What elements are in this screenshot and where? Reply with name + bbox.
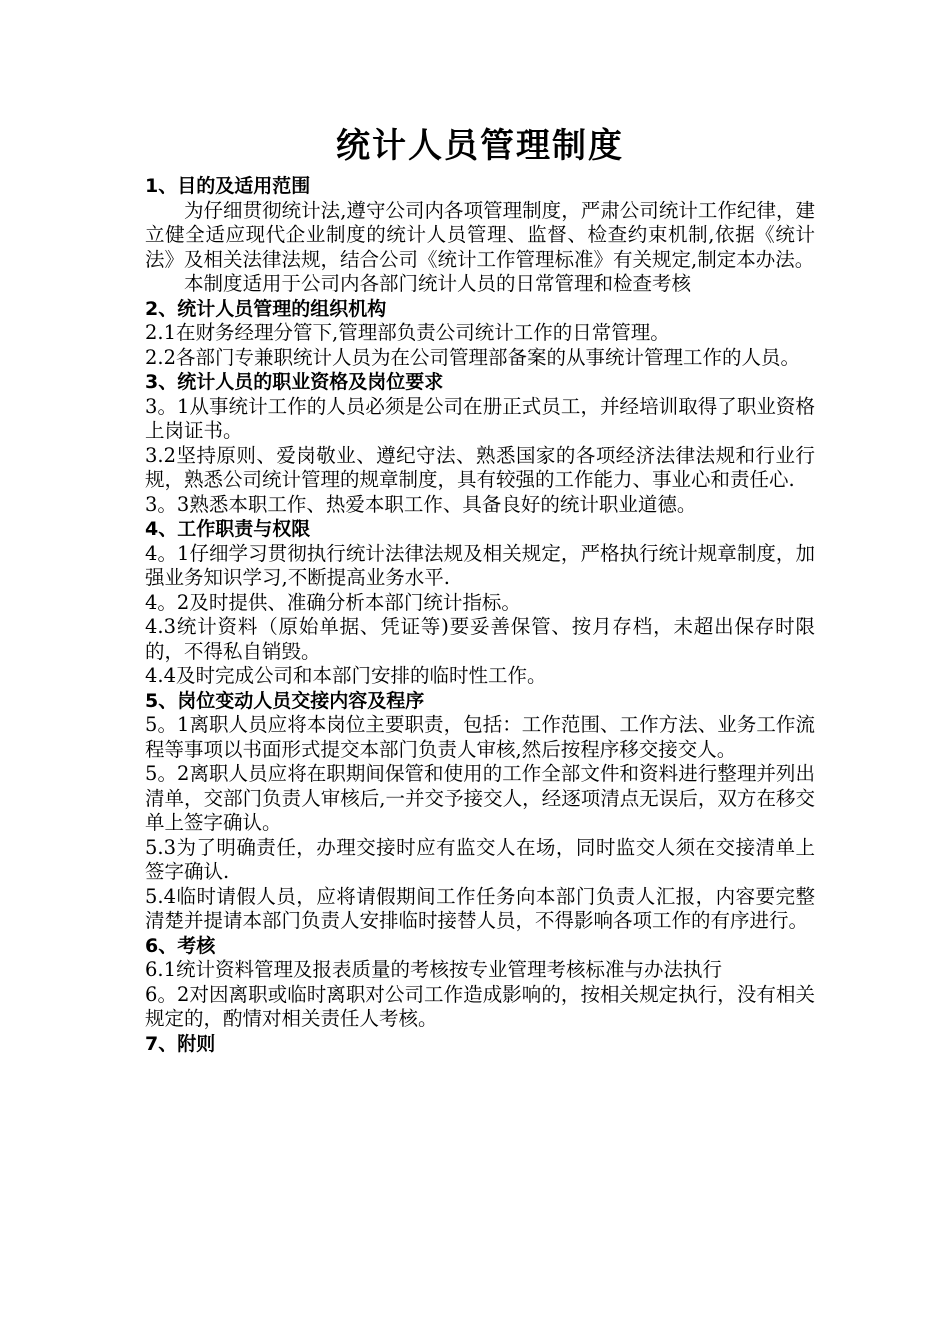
section-paragraph: 3.2坚持原则、爱岗敬业、遵纪守法、熟悉国家的各项经济法律法规和行业行规，熟悉公司统计管理的规章制度，具有较强的工作能力、事业心和责任心. (145, 443, 815, 491)
section-paragraph: 5。1离职人员应将本岗位主要职责，包括：工作范围、工作方法、业务工作流程等事项以书面形式提交本部门负责人审核,然后按程序移交接交人。 (145, 713, 815, 761)
section-heading: 1、目的及适用范围 (145, 175, 311, 197)
section-paragraph: 2.1在财务经理分管下,管理部负责公司统计工作的日常管理。 (145, 321, 670, 344)
section-paragraph: 本制度适用于公司内各部门统计人员的日常管理和检查考核 (184, 272, 692, 295)
section-paragraph: 6.1统计资料管理及报表质量的考核按专业管理考核标准与办法执行 (145, 958, 723, 981)
document-page (145, 118, 815, 1056)
section-paragraph: 4。2及时提供、准确分析本部门统计指标。 (145, 590, 521, 614)
section-heading: 7、附则 (145, 1032, 216, 1055)
document-title: 统计人员管理制度 (336, 126, 624, 166)
section-heading: 2、统计人员管理的组织机构 (145, 297, 387, 320)
section-heading: 5、岗位变动人员交接内容及程序 (145, 689, 425, 712)
section-organization (145, 297, 815, 371)
section-heading: 3、统计人员的职业资格及岗位要求 (145, 371, 444, 393)
section-qualifications (145, 370, 815, 517)
section-paragraph: 6。2对因离职或临时离职对公司工作造成影响的，按相关规定执行，没有相关规定的，酌情对相关责任人考核。 (145, 982, 815, 1030)
section-paragraph: 4.3统计资料（原始单据、凭证等)要妥善保管、按月存档，未超出保存时限的，不得私自销毁。 (145, 615, 815, 663)
section-paragraph: 5。2离职人员应将在职期间保管和使用的工作全部文件和资料进行整理并列出清单，交部门负责人审核后,一并交予接交人，经逐项清点无误后，双方在移交单上签字确认。 (145, 762, 815, 834)
section-paragraph: 为仔细贯彻统计法,遵守公司内各项管理制度，严肃公司统计工作纪律，建立健全适应现代企业制度的统计人员管理、监督、检查约束机制,依据《统计法》及相关法律法规，结合公司《统计工作管理标准》有关规定,制定本办法。 (145, 198, 815, 271)
section-paragraph: 5.3为了明确责任，办理交接时应有监交人在场，同时监交人须在交接清单上签字确认. (145, 835, 815, 883)
section-assessment (145, 934, 815, 1032)
section-paragraph: 4.4及时完成公司和本部门安排的临时性工作。 (145, 664, 547, 687)
section-handover (145, 689, 815, 934)
section-heading: 4、工作职责与权限 (145, 518, 311, 540)
section-supplementary (145, 1032, 815, 1057)
section-paragraph: 2.2各部门专兼职统计人员为在公司管理部备案的从事统计管理工作的人员。 (145, 345, 801, 369)
section-heading: 6、考核 (145, 934, 216, 957)
section-paragraph: 3。1从事统计工作的人员必须是公司在册正式员工，并经培训取得了职业资格上岗证书。 (145, 394, 815, 442)
section-paragraph: 4。1仔细学习贯彻执行统计法律法规及相关规定，严格执行统计规章制度，加强业务知识学习,不断提高业务水平. (145, 541, 815, 589)
section-purpose-scope (145, 174, 815, 297)
section-duties (145, 517, 815, 689)
section-paragraph: 3。3熟悉本职工作、热爱本职工作、具备良好的统计职业道德。 (145, 492, 697, 516)
document-body (145, 174, 815, 1056)
section-paragraph: 5.4临时请假人员，应将请假期间工作任务向本部门负责人汇报，内容要完整清楚并提请本部门负责人安排临时接替人员，不得影响各项工作的有序进行。 (145, 884, 815, 932)
